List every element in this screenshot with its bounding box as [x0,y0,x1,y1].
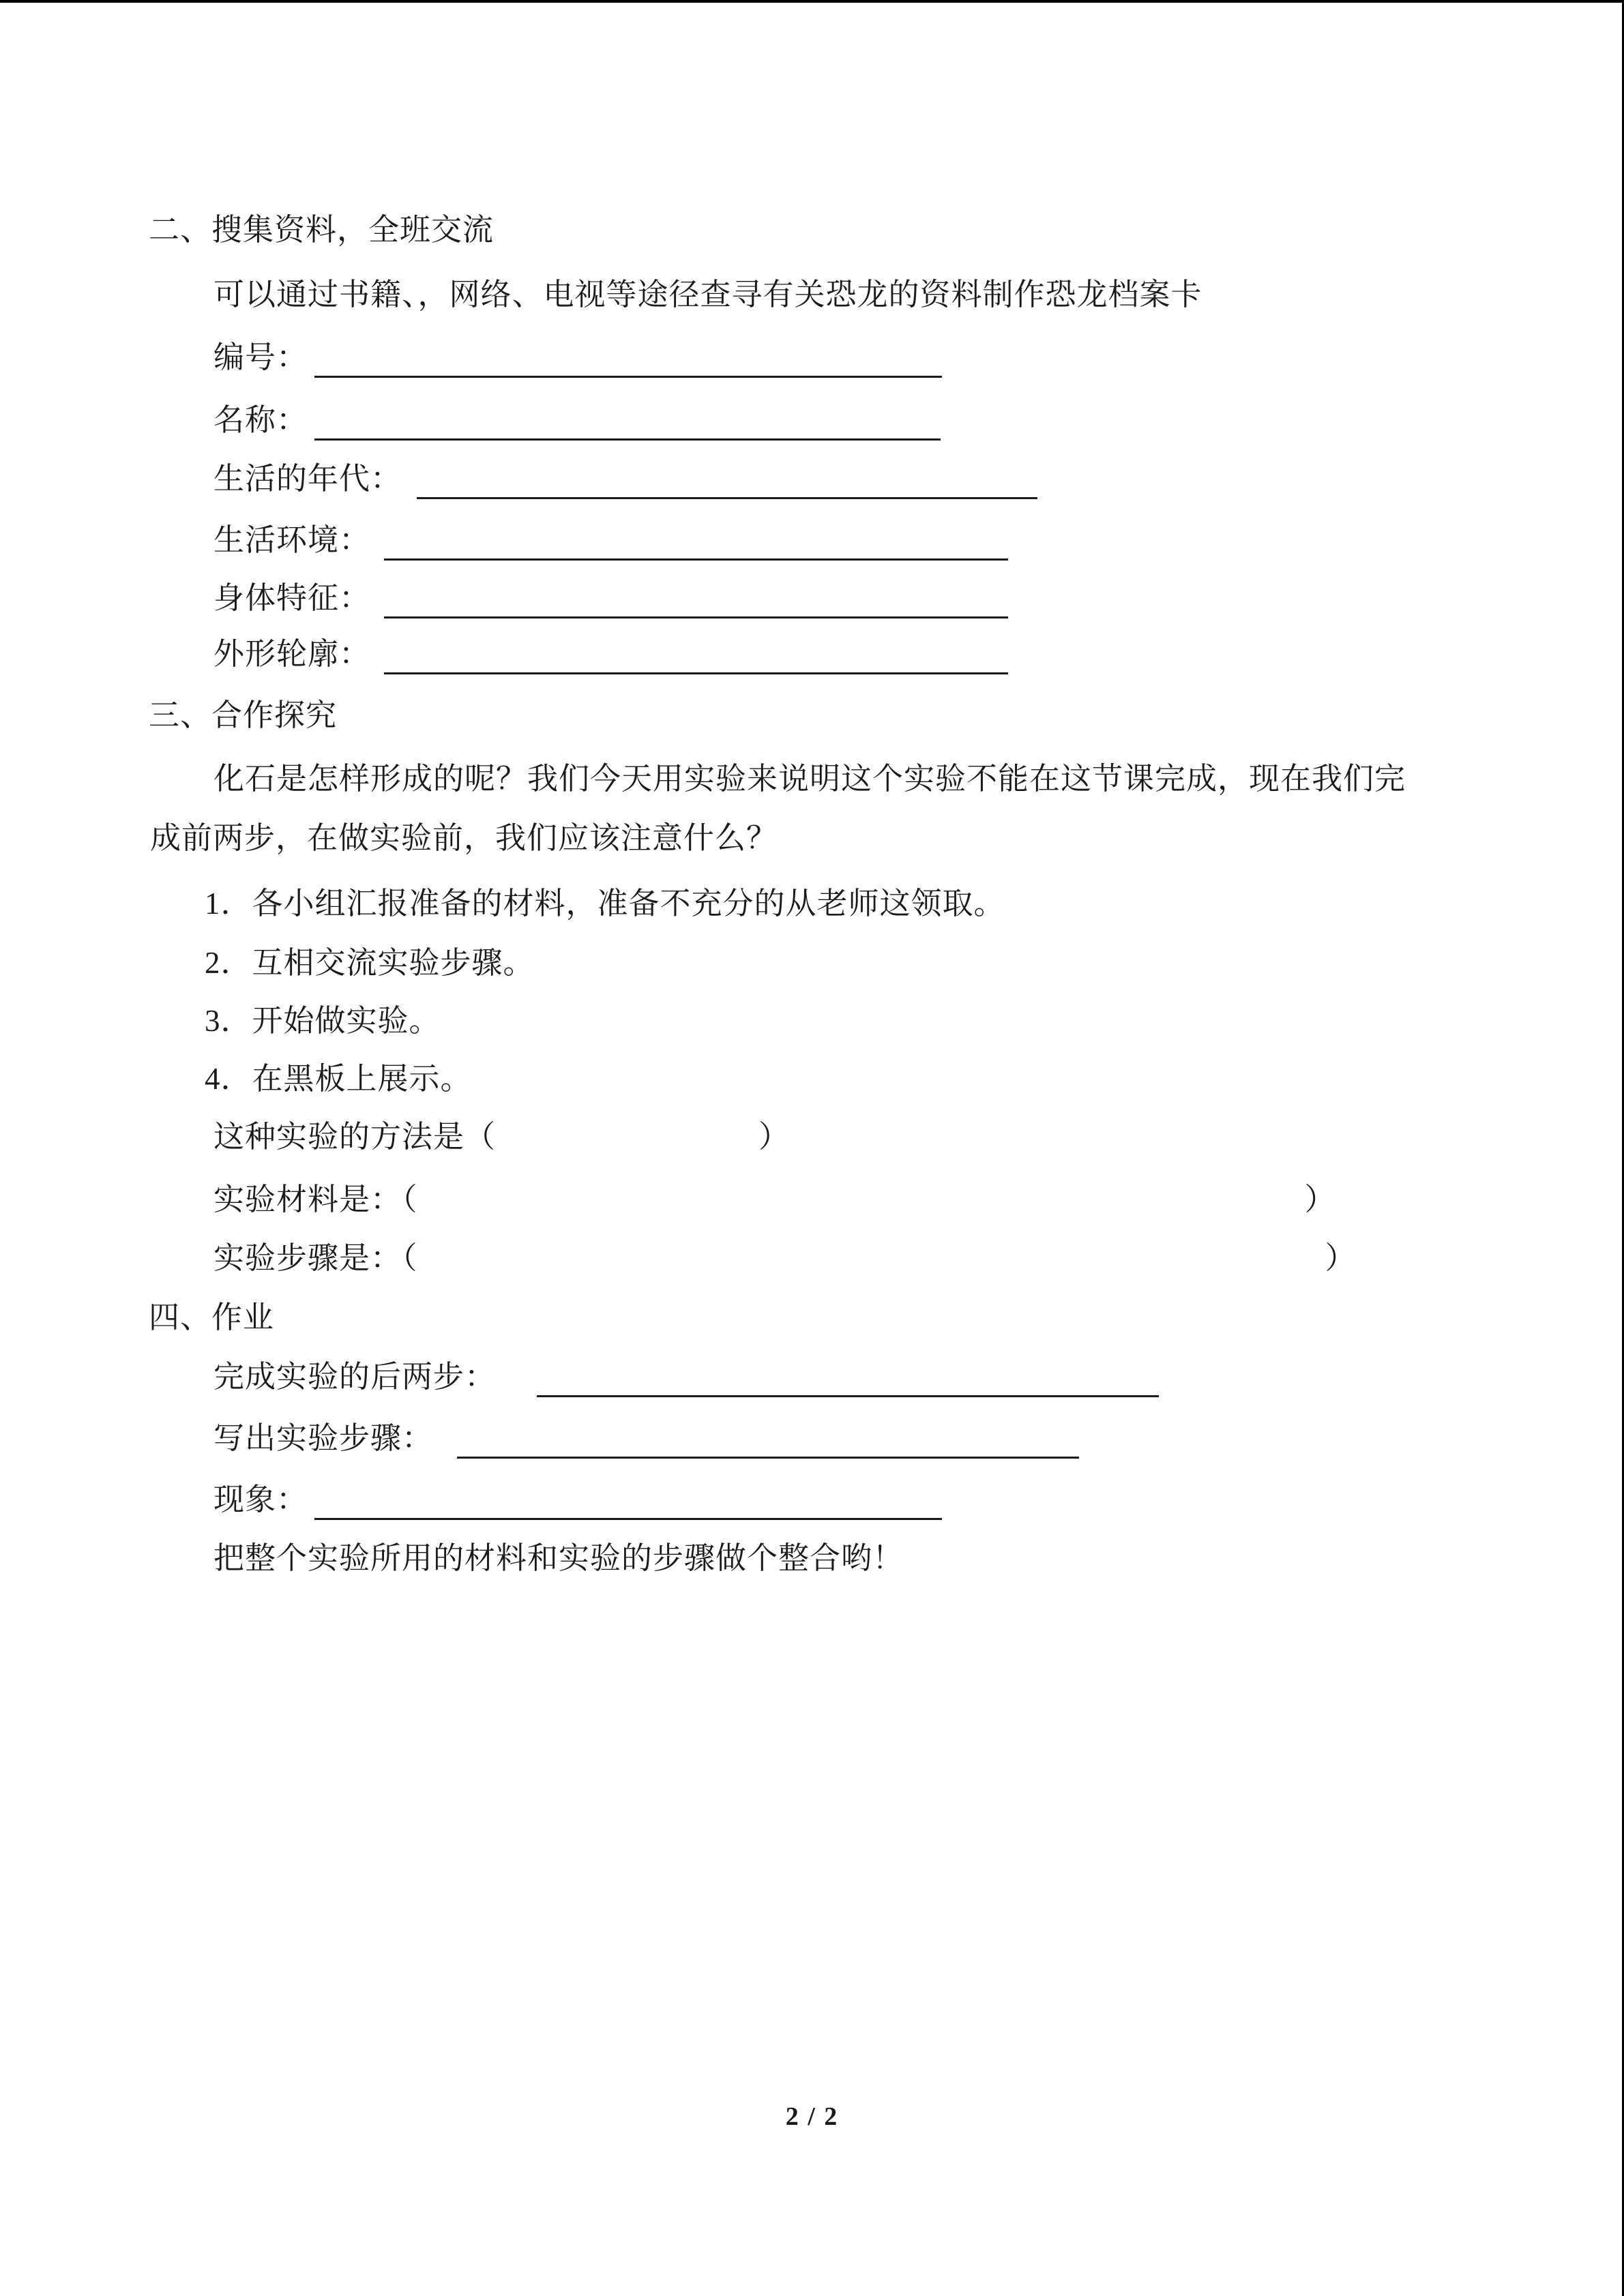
spacer [402,488,417,489]
spacer [418,1209,1305,1210]
field-name [213,400,941,441]
text-run: 实验步骤是：（ [213,1241,418,1275]
text-run: 现象： [213,1482,308,1517]
text-run: 完成实验的后两步： [213,1360,497,1394]
question-steps [213,1238,1357,1279]
text-run: 生活的年代： [213,462,402,496]
question-materials [213,1179,1336,1220]
text-run: 四、作业 [149,1300,275,1335]
list-item-2 [205,942,535,983]
answer-blank [384,638,1008,674]
field-outline [213,633,1008,674]
answer-blank [314,404,941,441]
text-run: 这种实验的方法是（ [213,1120,497,1154]
homework-note [213,1538,904,1579]
text-run: 身体特征： [213,581,371,615]
text-run: 外形轮廓： [213,637,371,671]
list-item-1 [205,883,1005,924]
field-body-features [213,578,1008,618]
answer-blank [314,1484,942,1520]
text-run: 二、搜集资料，全班交流 [149,213,494,247]
section-3-paragraph-line-1 [213,758,1406,799]
field-era [213,458,1037,499]
text-run: 生活环境： [213,523,371,557]
answer-blank [384,524,1008,561]
spacer [496,1146,758,1147]
text-run: 化石是怎样形成的呢？我们今天用实验来说明这个实验不能在这节课完成，现在我们完 [213,762,1406,796]
text-run: 编号： [213,340,308,374]
homework-write-steps [213,1418,1079,1459]
homework-phenomenon [213,1479,942,1520]
text-run: ） [1325,1241,1357,1275]
field-environment [213,520,1008,561]
section-3-paragraph-line-2 [150,818,778,859]
text-run: 可以通过书籍、，网络、电视等途径查寻有关恐龙的资料制作恐龙档案卡 [213,278,1202,312]
text-run: 把整个实验所用的材料和实验的步骤做个整合哟！ [213,1541,904,1575]
section-2-intro [213,274,1202,315]
scan-top-edge-line [0,0,1624,3]
question-method [213,1116,790,1157]
text-run: ） [758,1120,791,1154]
text-run: 2．互相交流实验步骤。 [205,946,535,980]
spacer [496,1386,537,1387]
text-run: 写出实验步骤： [213,1421,434,1455]
text-run: 1．各小组汇报准备的材料，准备不充分的从老师这领取。 [205,886,1005,921]
text-run: ） [1304,1182,1336,1217]
text-run: 3．开始做实验。 [205,1004,441,1038]
list-item-3 [205,1000,441,1041]
field-number [213,337,942,378]
homework-finish-steps [213,1356,1159,1397]
page-number: 2 / 2 [785,2102,839,2131]
answer-blank [537,1361,1159,1397]
text-run: 三、合作探究 [149,698,338,732]
text-run: 名称： [213,403,308,437]
text-run: 成前两步，在做实验前，我们应该注意什么？ [150,821,778,855]
text-run: 4．在黑板上展示。 [205,1062,472,1096]
answer-blank [417,463,1037,499]
section-3-heading [149,695,337,736]
answer-blank [457,1422,1079,1459]
spacer [308,367,314,368]
answer-blank [314,342,942,378]
section-2-heading [149,209,494,250]
text-run: 实验材料是：（ [213,1182,418,1217]
section-4-heading [149,1297,274,1338]
answer-blank [384,582,1008,618]
spacer [308,1509,314,1510]
list-item-4 [205,1058,472,1099]
